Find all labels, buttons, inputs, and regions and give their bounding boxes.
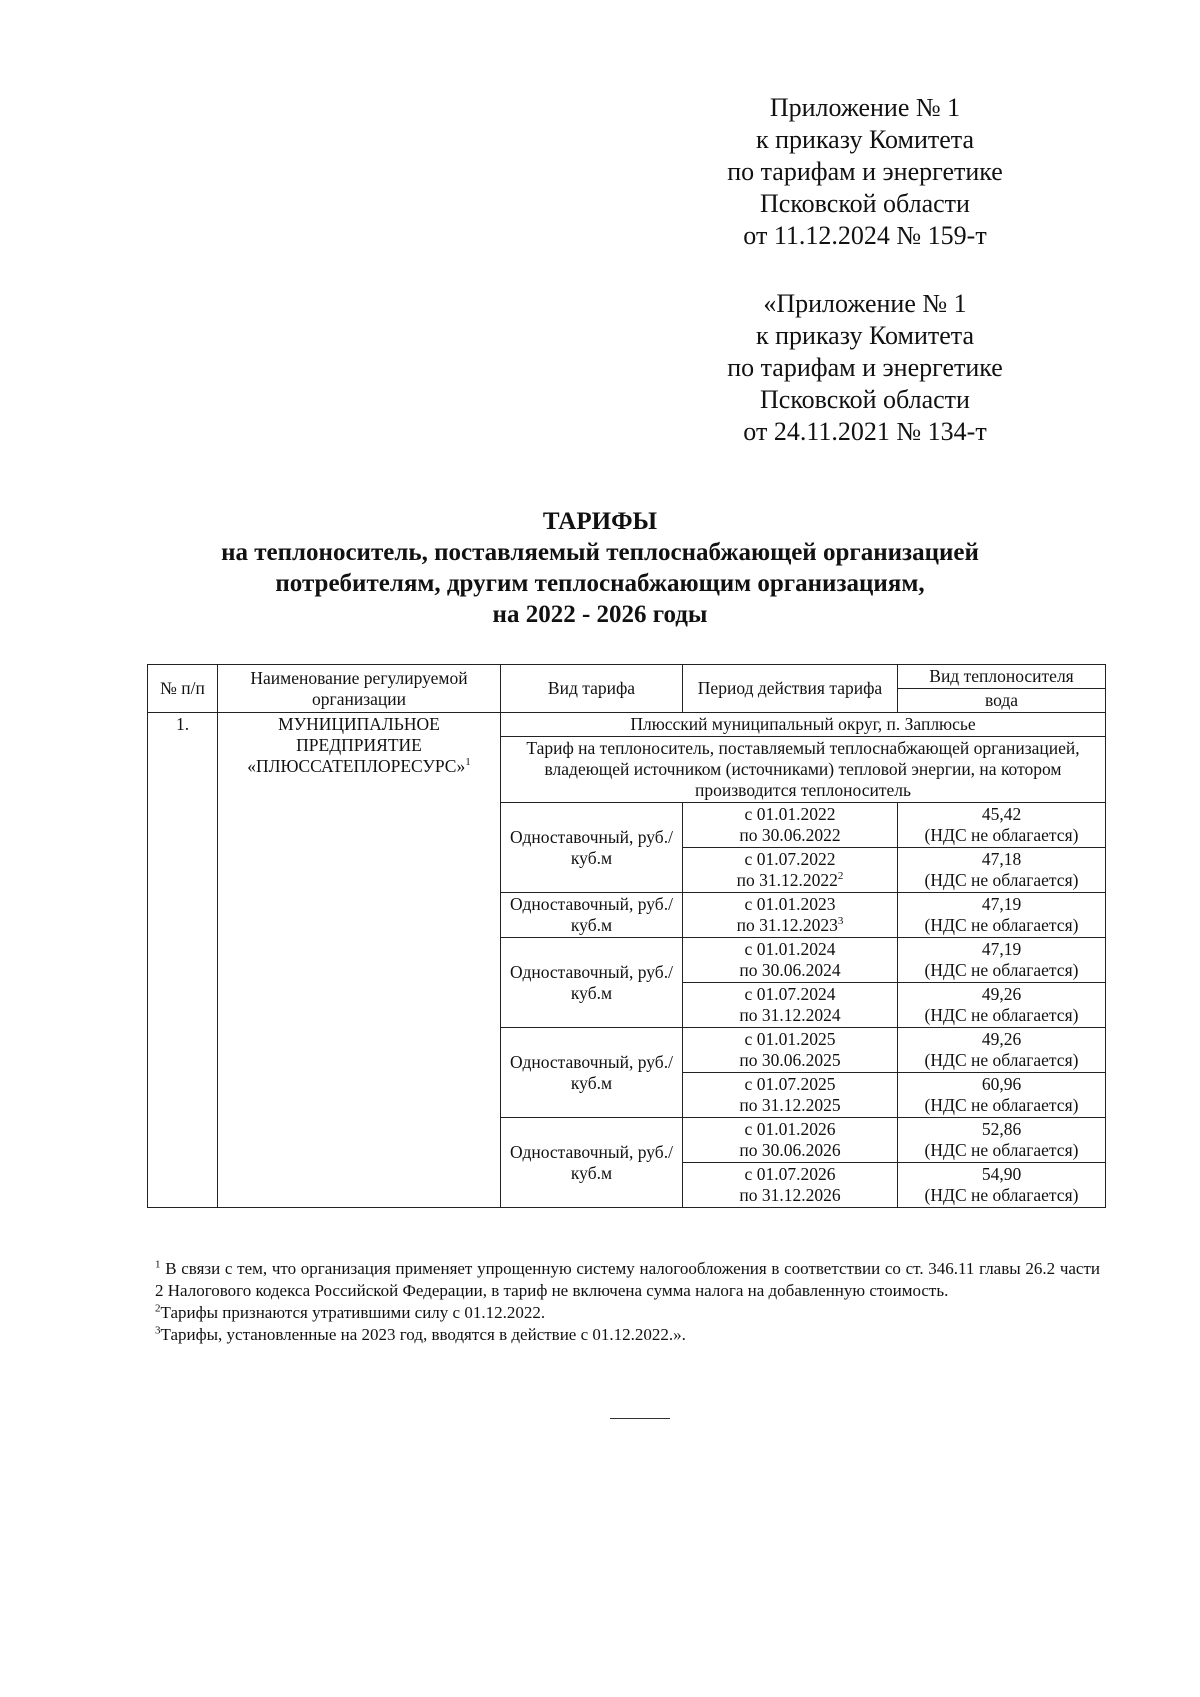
period-to-date: по 31.12.2026 xyxy=(739,1185,841,1205)
period-cell xyxy=(683,983,898,1028)
period-to xyxy=(686,1095,894,1116)
header-num: № п/п xyxy=(148,665,218,713)
period-to-date: по 30.06.2022 xyxy=(739,825,841,845)
footnotes xyxy=(155,1258,1100,1346)
period-from: с 01.07.2026 xyxy=(744,1164,836,1184)
footnote-text: Тарифы признаются утратившими силу с 01.12.2022. xyxy=(160,1303,546,1322)
period-to-date: по 30.06.2026 xyxy=(739,1140,841,1160)
title-line: потребителям, другим теплоснабжающим организациям, xyxy=(275,570,925,597)
period-to xyxy=(686,960,894,981)
period-cell xyxy=(683,1073,898,1118)
title-heading: ТАРИФЫ xyxy=(542,508,658,535)
period-to xyxy=(686,1050,894,1071)
tariff-value-cell xyxy=(898,1028,1106,1073)
header-organization: Наименование регулируемой организации xyxy=(218,665,501,713)
appendix-line: по тарифам и энергетике xyxy=(727,353,1003,382)
table-row xyxy=(148,713,1106,737)
appendix-line: Псковской области xyxy=(760,189,970,218)
tariff-value: 47,19 xyxy=(981,939,1022,959)
title-line: на теплоноситель, поставляемый теплоснабжающей организацией xyxy=(221,539,979,566)
tariff-value: 47,18 xyxy=(981,849,1022,869)
tariff-type-cell: Одноставочный, руб./куб.м xyxy=(501,938,683,1028)
vat-note: (НДС не облагается) xyxy=(924,1050,1079,1070)
footnote-mark: 1 xyxy=(155,1258,161,1271)
tariff-value-cell xyxy=(898,1073,1106,1118)
period-to xyxy=(686,1140,894,1161)
period-to xyxy=(686,1005,894,1026)
appendix-line: от 24.11.2021 № 134-т xyxy=(743,417,987,446)
appendix-line: «Приложение № 1 xyxy=(763,289,967,318)
period-from: с 01.07.2022 xyxy=(744,849,836,869)
header-tariff-type: Вид тарифа xyxy=(501,665,683,713)
appendix-reference-current xyxy=(680,92,1050,252)
footnote-text: Тарифы, установленные на 2023 год, вводятся в действие с 01.12.2022.». xyxy=(160,1325,686,1344)
footnote-1 xyxy=(155,1258,1100,1302)
tariff-value: 49,26 xyxy=(981,984,1022,1004)
footnote-mark: 3 xyxy=(155,1324,161,1337)
tariff-type-cell: Одноставочный, руб./куб.м xyxy=(501,803,683,893)
tariff-value-cell xyxy=(898,1118,1106,1163)
header-carrier: Вид теплоносителя xyxy=(898,665,1106,689)
period-cell xyxy=(683,848,898,893)
footnote-text: В связи с тем, что организация применяет упрощенную систему налогообложения в соответствии со ст. 346.11 главы 26.2 части 2 Налогового кодекса Российской Федерации, в тариф не включена сумма налога на добавленную стоимость. xyxy=(155,1259,1100,1300)
tariff-table xyxy=(147,664,1106,1208)
period-to xyxy=(686,825,894,846)
period-cell xyxy=(683,1028,898,1073)
period-to xyxy=(686,870,894,891)
period-from: с 01.01.2026 xyxy=(744,1119,836,1139)
document-title xyxy=(130,506,1070,630)
vat-note: (НДС не облагается) xyxy=(924,825,1079,845)
period-to-date: по 30.06.2025 xyxy=(739,1050,841,1070)
period-to-date: по 31.12.2022 xyxy=(736,870,838,890)
footnote-ref: 3 xyxy=(837,915,844,928)
period-to xyxy=(686,1185,894,1206)
footnote-ref: 1 xyxy=(465,756,471,769)
tariff-value: 54,90 xyxy=(981,1164,1022,1184)
period-to xyxy=(686,915,894,936)
title-line: на 2022 - 2026 годы xyxy=(492,601,708,628)
footnote-mark: 2 xyxy=(155,1302,161,1315)
tariff-type-cell: Одноставочный, руб./куб.м xyxy=(501,1028,683,1118)
organization-name: МУНИЦИПАЛЬНОЕ ПРЕДПРИЯТИЕ «ПЛЮССАТЕПЛОРЕСУРС» xyxy=(247,714,466,776)
period-cell xyxy=(683,893,898,938)
period-cell xyxy=(683,1163,898,1208)
tariff-value: 52,86 xyxy=(981,1119,1022,1139)
tariff-description-cell: Тариф на теплоноситель, поставляемый теплоснабжающей организацией, владеющей источником (источниками) тепловой энергии, на котором производится теплоноситель xyxy=(501,737,1106,803)
appendix-reference-original xyxy=(680,288,1050,448)
period-from: с 01.01.2025 xyxy=(744,1029,836,1049)
row-number: 1. xyxy=(148,713,218,1208)
tariff-value: 49,26 xyxy=(981,1029,1022,1049)
period-cell xyxy=(683,938,898,983)
appendix-line: Приложение № 1 xyxy=(769,93,961,122)
header-period: Период действия тарифа xyxy=(683,665,898,713)
vat-note: (НДС не облагается) xyxy=(924,1185,1079,1205)
appendix-line: к приказу Комитета xyxy=(755,125,974,154)
tariff-value: 60,96 xyxy=(981,1074,1022,1094)
vat-note: (НДС не облагается) xyxy=(924,1095,1079,1115)
end-divider xyxy=(610,1418,670,1419)
tariff-type-cell: Одноставочный, руб./куб.м xyxy=(501,1118,683,1208)
footnote-ref: 2 xyxy=(837,870,844,883)
appendix-line: к приказу Комитета xyxy=(755,321,974,350)
period-cell xyxy=(683,1118,898,1163)
tariff-value-cell xyxy=(898,983,1106,1028)
tariff-value-cell xyxy=(898,803,1106,848)
period-from: с 01.01.2022 xyxy=(744,804,836,824)
tariff-value-cell xyxy=(898,938,1106,983)
vat-note: (НДС не облагается) xyxy=(924,1005,1079,1025)
tariff-value-cell xyxy=(898,1163,1106,1208)
tariff-value-cell xyxy=(898,848,1106,893)
period-to-date: по 31.12.2025 xyxy=(739,1095,841,1115)
vat-note: (НДС не облагается) xyxy=(924,915,1079,935)
organization-cell xyxy=(218,713,501,1208)
period-cell xyxy=(683,803,898,848)
tariff-value-cell xyxy=(898,893,1106,938)
period-from: с 01.07.2025 xyxy=(744,1074,836,1094)
period-to-date: по 30.06.2024 xyxy=(739,960,841,980)
tariff-type-cell: Одноставочный, руб./куб.м xyxy=(501,893,683,938)
footnote-2 xyxy=(155,1302,1100,1324)
period-from: с 01.07.2024 xyxy=(744,984,836,1004)
appendix-line: от 11.12.2024 № 159-т xyxy=(743,221,987,250)
header-carrier-water: вода xyxy=(898,689,1106,713)
vat-note: (НДС не облагается) xyxy=(924,960,1079,980)
vat-note: (НДС не облагается) xyxy=(924,1140,1079,1160)
period-from: с 01.01.2023 xyxy=(744,894,836,914)
vat-note: (НДС не облагается) xyxy=(924,870,1079,890)
location-cell: Плюсский муниципальный округ, п. Заплюсье xyxy=(501,713,1106,737)
table-header-row xyxy=(148,665,1106,689)
appendix-line: по тарифам и энергетике xyxy=(727,157,1003,186)
appendix-line: Псковской области xyxy=(760,385,970,414)
period-from: с 01.01.2024 xyxy=(744,939,836,959)
period-to-date: по 31.12.2024 xyxy=(739,1005,841,1025)
tariff-value: 45,42 xyxy=(981,804,1022,824)
period-to-date: по 31.12.2023 xyxy=(736,915,838,935)
footnote-3 xyxy=(155,1324,1100,1346)
tariff-value: 47,19 xyxy=(981,894,1022,914)
